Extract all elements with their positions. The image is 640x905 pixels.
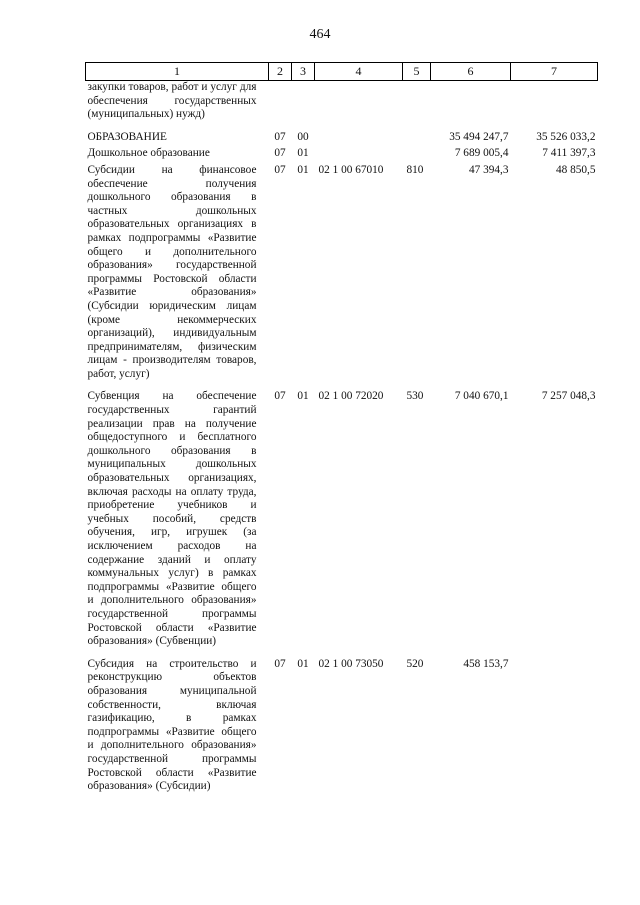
row-name: Дошкольное образование: [87, 147, 210, 160]
row-subsection: 01: [297, 657, 309, 670]
row-target-item: [315, 147, 403, 164]
row-subsection: [292, 81, 315, 125]
row-section: 07: [274, 657, 286, 670]
row-amount-1: 7 040 670,1: [454, 390, 509, 403]
header-cell: 7: [511, 63, 598, 81]
row-target-item: 02 1 00 67010: [318, 163, 384, 176]
row-amount-2: 7 257 048,3: [541, 390, 596, 403]
row-subsection: 01: [297, 163, 309, 176]
row-subsection: 01: [297, 147, 309, 160]
row-expense-type: [403, 125, 431, 148]
row-section: 07: [274, 147, 286, 160]
table-row: [86, 125, 598, 148]
row-expense-type: 520: [406, 657, 424, 670]
row-subsection: 00: [297, 130, 309, 143]
row-target-item: [315, 81, 403, 125]
row-subsection: 01: [297, 390, 309, 403]
header-cell: 4: [315, 63, 403, 81]
row-amount-2: 35 526 033,2: [536, 130, 596, 143]
row-section: 07: [274, 163, 286, 176]
row-target-item: 02 1 00 73050: [318, 657, 384, 670]
table-row: [86, 147, 598, 164]
row-expense-type: 530: [406, 390, 424, 403]
row-amount-2: 48 850,5: [555, 163, 596, 176]
row-name: закупки товаров, работ и услуг для обеспечения государственных (муниципальных) нужд): [87, 81, 257, 121]
row-name: Субсидии на финансовое обеспечение получения дошкольного образования в частных дошкольных образовательных организациях в рамках подпрограммы «Развитие общего и дополнительного образования» государственной программы Ростовской области «Развитие образования» (Субсидии юридическим лицам (кроме некоммерческих организаций), индивидуальным предпринимателям, физическим лицам - производителям товаров, работ, услуг): [87, 163, 257, 380]
table-row: [86, 652, 598, 797]
budget-table: [85, 62, 598, 797]
row-amount-1: 35 494 247,7: [449, 130, 509, 143]
table-row: [86, 164, 598, 385]
row-name: Субсидия на строительство и реконструкцию объектов образования муниципальной собственности, включая газификацию, в рамках подпрограммы «Развитие общего и дополнительного образования» государственной программы Ростовской области «Развитие образования» (Субсидии): [87, 657, 257, 793]
table-row: [86, 384, 598, 651]
header-cell: 6: [431, 63, 511, 81]
row-amount-1: 47 394,3: [468, 163, 509, 176]
row-amount-1: 7 689 005,4: [454, 147, 509, 160]
page-number: 464: [309, 27, 331, 42]
header-cell: 5: [403, 63, 431, 81]
row-name: Субвенция на обеспечение государственных гарантий реализации прав на получение общедоступного и бесплатного дошкольного образования в муниципальных дошкольных образовательных организациях, включая расходы на оплату труда, приобретение учебников и учебных пособий, средств обучения, игр, игрушек (за исключением расходов на содержание зданий и оплату коммунальных услуг) в рамках подпрограммы «Развитие общего и дополнительного образования» государственной программы Ростовской области «Развитие образования» (Субвенции): [87, 390, 257, 648]
row-expense-type: [403, 81, 431, 125]
header-row: [86, 63, 598, 81]
header-cell: 2: [269, 63, 292, 81]
row-expense-type: [403, 147, 431, 164]
table-row: [86, 81, 598, 125]
row-amount-2: 7 411 397,3: [542, 147, 596, 160]
row-target-item: [315, 125, 403, 148]
row-target-item: 02 1 00 72020: [318, 390, 384, 403]
row-name: ОБРАЗОВАНИЕ: [87, 130, 167, 143]
row-section: [269, 81, 292, 125]
row-amount-2: [511, 652, 598, 797]
header-cell: 1: [86, 63, 269, 81]
row-expense-type: 810: [406, 163, 424, 176]
row-amount-1: [431, 81, 511, 125]
row-section: 07: [274, 130, 286, 143]
row-amount-1: 458 153,7: [463, 657, 509, 670]
row-section: 07: [274, 390, 286, 403]
row-amount-2: [511, 81, 598, 125]
header-cell: 3: [292, 63, 315, 81]
